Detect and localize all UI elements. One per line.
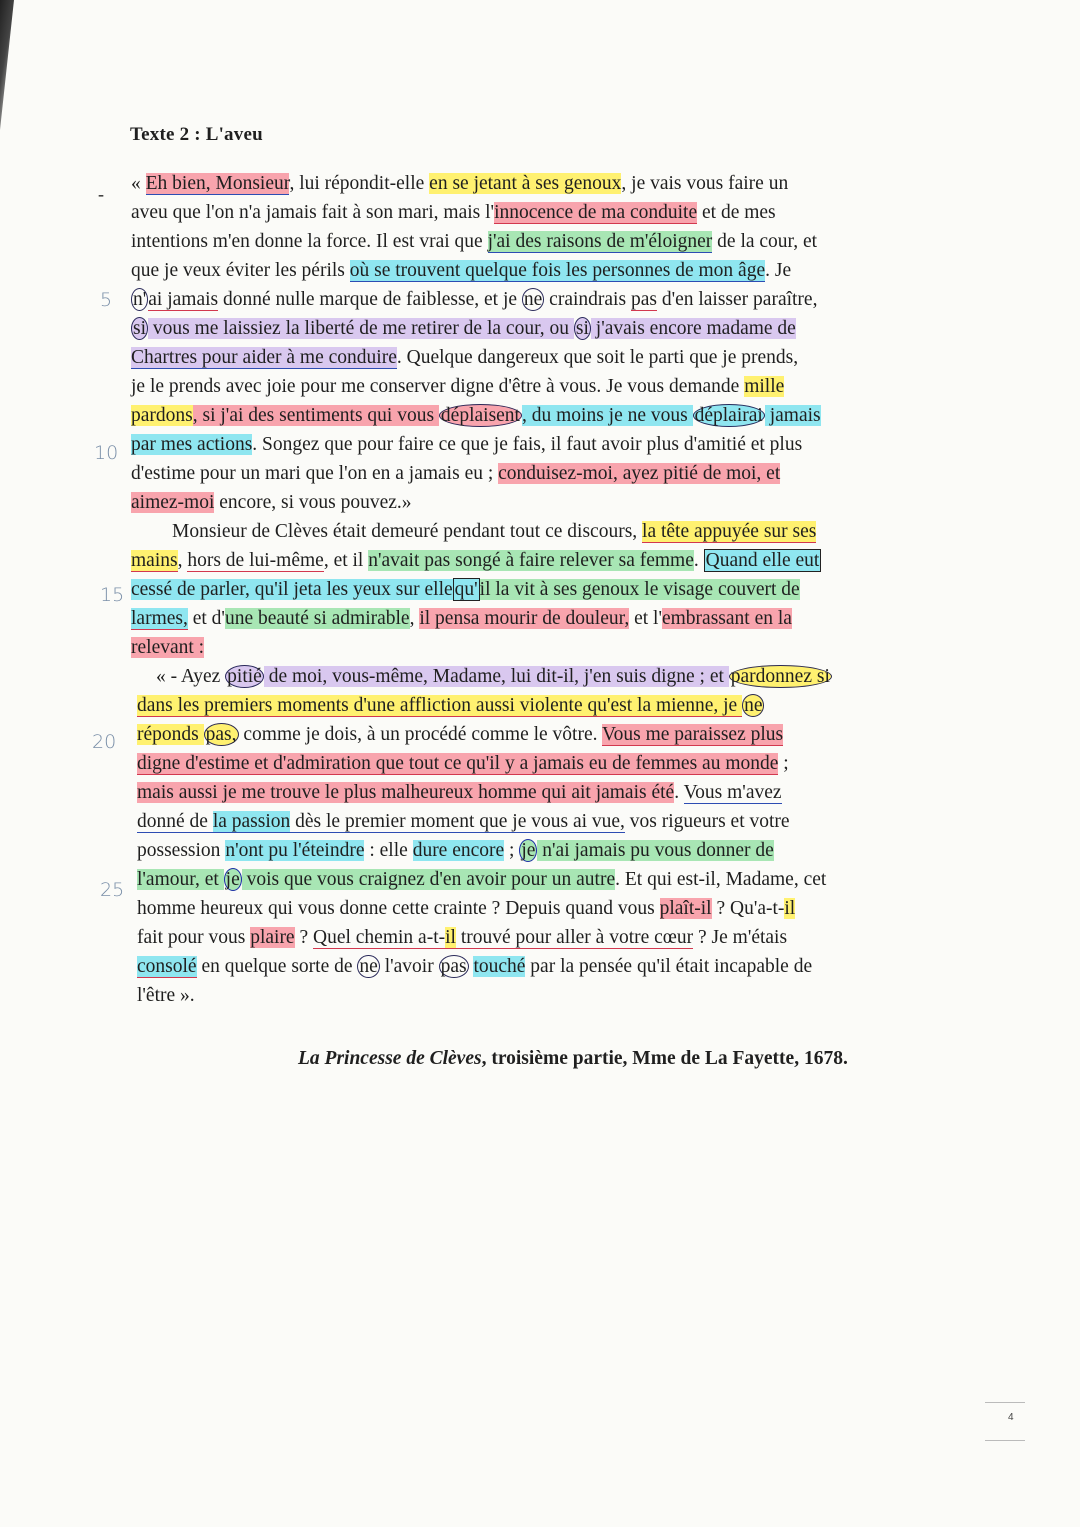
text-line: par mes actions. Songez que pour faire ce que je fais, il faut avoir plus d'amitié et plus bbox=[131, 434, 803, 455]
negation-circle: pas, bbox=[205, 724, 237, 745]
page-number: 4 bbox=[1008, 1412, 1014, 1423]
verb-circle: déplairai bbox=[694, 405, 763, 426]
word-circle: pitié bbox=[227, 666, 262, 687]
line-number-5: 5 bbox=[100, 289, 113, 311]
pronoun-circle: je bbox=[225, 869, 240, 890]
pronoun-circle: je bbox=[521, 840, 536, 861]
margin-dash: - bbox=[98, 184, 104, 204]
page-title: Texte 2 : L'aveu bbox=[130, 124, 263, 145]
text-line: mains, hors de lui-même, et il n'avait pas songé à faire relever sa femme. Quand elle eut bbox=[131, 550, 820, 571]
text-line: digne d'estime et d'admiration que tout ce qu'il y a jamais eu de femmes au monde ; bbox=[137, 753, 789, 774]
page-number-rule-top bbox=[985, 1402, 1025, 1403]
text-line: l'être ». bbox=[137, 985, 195, 1006]
text-line: aimez-moi encore, si vous pouvez.» bbox=[131, 492, 412, 513]
text-line: mais aussi je me trouve le plus malheureux homme qui ait jamais été. Vous m'avez bbox=[137, 782, 782, 803]
text-line: consolé en quelque sorte de ne l'avoir pas touché par la pensée qu'il était incapable de bbox=[137, 956, 813, 977]
boxed-conjunction: Quand elle eut bbox=[705, 550, 820, 571]
page-number-rule-bottom bbox=[985, 1440, 1025, 1441]
negation-circle: n' bbox=[133, 289, 147, 310]
conjunction-circle: si bbox=[575, 318, 589, 339]
text-line: fait pour vous plaire ? Quel chemin a-t-il trouvé pour aller à votre cœur ? Je m'étais bbox=[137, 927, 788, 948]
text-line: intentions m'en donne la force. Il est vrai que j'ai des raisons de m'éloigner de la cour, et bbox=[131, 231, 818, 252]
negation-circle: ne bbox=[359, 956, 378, 977]
work-title: La Princesse de Clèves bbox=[298, 1048, 482, 1069]
text-line: relevant : bbox=[131, 637, 205, 658]
text-line: Monsieur de Clèves était demeuré pendant tout ce discours, la tête appuyée sur ses bbox=[172, 521, 817, 542]
verb-circle: déplaisent bbox=[440, 405, 520, 426]
text-line: larmes, et d'une beauté si admirable, il pensa mourir de douleur, et l'embrassant en la bbox=[131, 608, 792, 629]
text-line: que je veux éviter les périls où se trouvent quelque fois les personnes de mon âge. Je bbox=[131, 260, 792, 281]
text-line: si vous me laissiez la liberté de me retirer de la cour, ou si j'avais encore madame de bbox=[133, 318, 796, 339]
negation-circle: ne bbox=[744, 695, 763, 716]
source-citation: La Princesse de Clèves, troisième partie, Mme de La Fayette, 1678. bbox=[298, 1048, 848, 1069]
text-line: cessé de parler, qu'il jeta les yeux sur elle qu' il la vit à ses genoux le visage couvert de bbox=[131, 579, 800, 600]
negation-circle: ne bbox=[523, 289, 543, 310]
text-line: l'amour, et je vois que vous craignez d'en avoir pour un autre. Et qui est-il, Madame, cet bbox=[137, 869, 827, 890]
text-line: n' ai jamais donné nulle marque de faiblesse, et je ne craindrais pas d'en laisser paraître, bbox=[133, 289, 818, 310]
line-number-10: 10 bbox=[94, 442, 119, 464]
line-number-25: 25 bbox=[100, 879, 125, 901]
text-line: « Eh bien, Monsieur, lui répondit-elle en se jetant à ses genoux, je vais vous faire un bbox=[131, 173, 789, 194]
text-line: aveu que l'on n'a jamais fait à son mari, mais l'innocence de ma conduite et de mes bbox=[131, 202, 776, 223]
word-circle: pardonnez si bbox=[730, 666, 830, 687]
text-line: dans les premiers moments d'une affliction aussi violente qu'est la mienne, je ne bbox=[137, 695, 763, 716]
text-line: donné de la passion dès le premier moment que je vous ai vue, vos rigueurs et votre bbox=[137, 811, 790, 832]
line-number-15: 15 bbox=[100, 584, 125, 606]
text-line: je le prends avec joie pour me conserver digne d'être à vous. Je vous demande mille bbox=[131, 376, 785, 397]
text-line: « - Ayez pitié de moi, vous-même, Madame, lui dit-il, j'en suis digne ; et pardonnez si bbox=[156, 666, 830, 687]
text-line: Chartres pour aider à me conduire. Quelque dangereux que soit le parti que je prends, bbox=[131, 347, 799, 368]
conjunction-circle: si bbox=[133, 318, 147, 339]
boxed-conjunction: qu' bbox=[454, 579, 478, 600]
text-line: homme heureux qui vous donne cette crainte ? Depuis quand vous plaît-il ? Qu'a-t-il bbox=[137, 898, 796, 919]
text-line: réponds pas, comme je dois, à un procédé comme le vôtre. Vous me paraissez plus bbox=[137, 724, 784, 745]
text-line: d'estime pour un mari que l'on en a jamais eu ; conduisez-moi, ayez pitié de moi, et bbox=[131, 463, 781, 484]
text-line: possession n'ont pu l'éteindre : elle dure encore ; je n'ai jamais pu vous donner de bbox=[137, 840, 774, 861]
negation-circle: pas bbox=[440, 956, 467, 977]
text-line: pardons, si j'ai des sentiments qui vous déplaisent , du moins je ne vous déplairai jamais bbox=[131, 405, 821, 426]
line-number-20: 20 bbox=[92, 731, 117, 753]
scan-page-edge bbox=[0, 0, 14, 130]
